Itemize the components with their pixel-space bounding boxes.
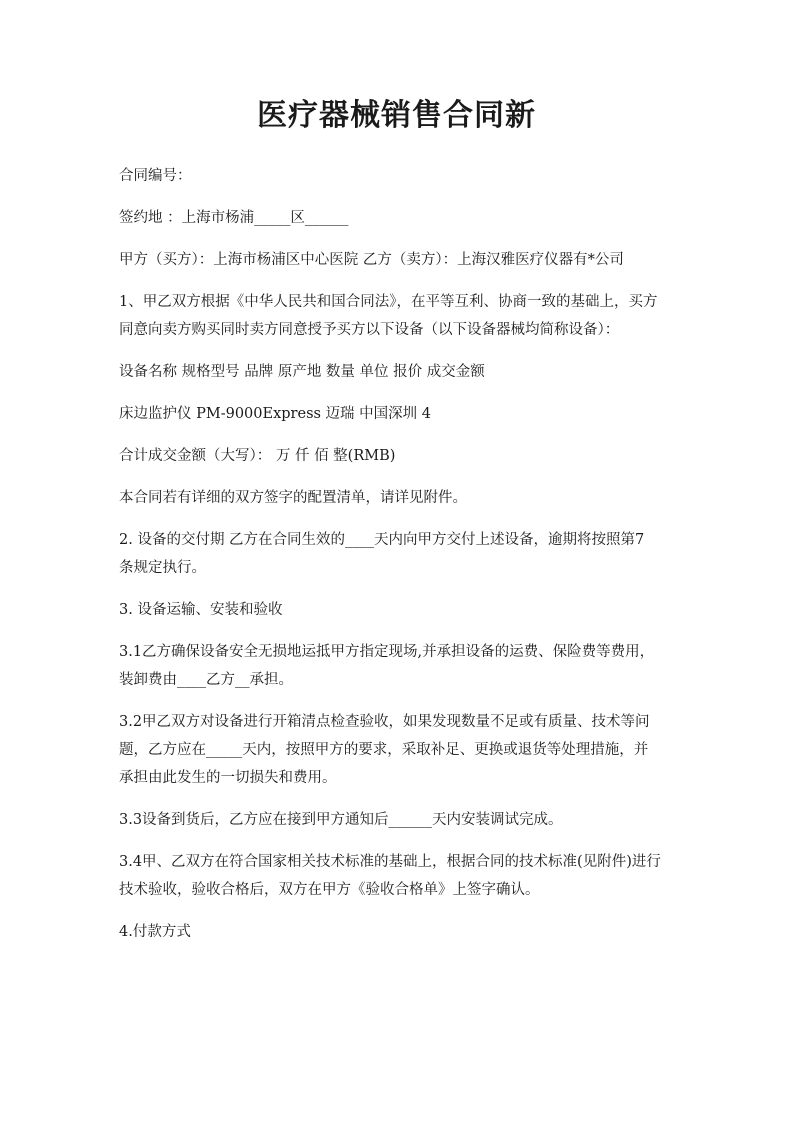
clause-3-2-line-2: 题，乙方应在_____天内，按照甲方的要求，采取补足、更换或退货等处理措施，并 <box>119 742 649 758</box>
clause-2-line-1: 2. 设备的交付期 乙方在合同生效的____天内向甲方交付上述设备，逾期将按照第7 <box>119 532 645 548</box>
clause-1-line-1: 1、甲乙双方根据《中华人民共和国合同法》，在平等互利、协商一致的基础上，买方 <box>119 294 658 310</box>
clause-3-1-line-1: 3.1乙方确保设备安全无损地运抵甲方指定现场,并承担设备的运费、保险费等费用， <box>119 644 655 660</box>
document-title: 医疗器械销售合同新 <box>257 98 536 133</box>
equipment-row-line: 床边监护仪 PM-9000Express 迈瑞 中国深圳 4 <box>119 406 432 422</box>
clause-3-line: 3. 设备运输、安装和验收 <box>119 602 283 618</box>
clause-4-line: 4.付款方式 <box>119 924 191 940</box>
clause-3-4-line-1: 3.4甲、乙双方在符合国家相关技术标准的基础上，根据合同的技术标准(见附件)进行 <box>119 854 661 870</box>
clause-1-line-2: 同意向卖方购买同时卖方同意授予买方以下设备（以下设备器械均简称设备）： <box>119 322 620 338</box>
contract-number-line: 合同编号： <box>119 168 192 184</box>
attachment-note-line: 本合同若有详细的双方签字的配置清单，请详见附件。 <box>119 490 467 506</box>
total-amount-line: 合计成交金额（大写）： 万 仟 佰 整(RMB) <box>119 448 396 464</box>
clause-2-line-2: 条规定执行。 <box>119 560 206 576</box>
clause-3-2-line-3: 承担由此发生的一切损失和费用。 <box>119 770 337 786</box>
clause-3-4-line-2: 技术验收，验收合格后，双方在甲方《验收合格单》上签字确认。 <box>119 882 540 898</box>
equipment-header-line: 设备名称 规格型号 品牌 原产地 数量 单位 报价 成交金额 <box>119 364 485 380</box>
parties-line: 甲方（买方）：上海市杨浦区中心医院 乙方（卖方）：上海汉雅医疗仪器有*公司 <box>119 252 624 268</box>
signing-place-line: 签约地 ：上海市杨浦_____区______ <box>119 210 349 226</box>
clause-3-2-line-1: 3.2甲乙双方对设备进行开箱清点检查验收，如果发现数量不足或有质量、技术等问 <box>119 714 650 730</box>
clause-3-1-line-2: 装卸费由____乙方__承担。 <box>119 672 293 688</box>
clause-3-3-line: 3.3设备到货后，乙方应在接到甲方通知后______天内安装调试完成。 <box>119 812 563 828</box>
